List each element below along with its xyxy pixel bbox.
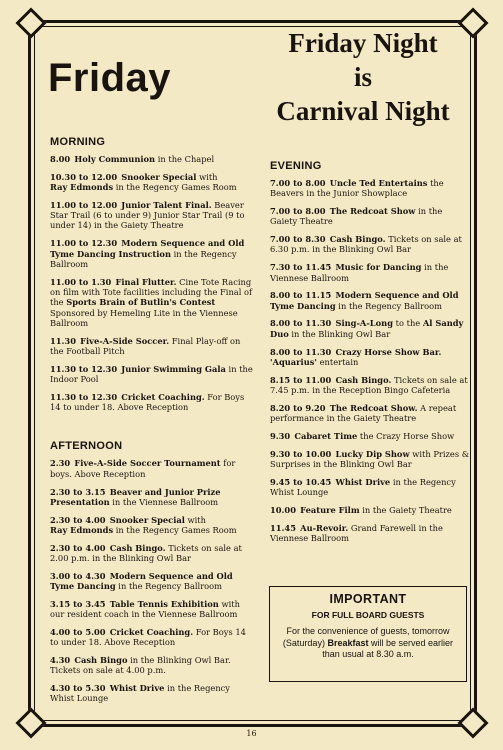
- event-title: Cash Bingo.: [109, 542, 166, 553]
- headline-line: is: [353, 62, 372, 92]
- notice-text: will be served earlier than usual at 8.30 a.m.: [322, 637, 454, 659]
- event-highlight: Sports Brain of Butlin's Contest: [66, 297, 216, 308]
- event-time: 11.45: [270, 522, 296, 533]
- event-details: in the Chapel: [155, 154, 215, 164]
- event-details: Tickets on sale at 7.45 p.m. in the Reception Bingo Cafeteria: [270, 374, 468, 395]
- schedule-item: [50, 655, 255, 676]
- event-title: Whist Drive: [335, 476, 391, 487]
- schedule-item: [270, 178, 470, 199]
- schedule-item: [270, 449, 470, 470]
- event-details: Beaver Star Trail (6 to under 9) Junior Star Trail (9 to under 14) in the Gaiety Theatre: [50, 199, 245, 231]
- event-time: 11.30 to 12.30: [50, 363, 118, 374]
- event-time: 4.30: [50, 655, 71, 666]
- event-time: 10.30 to 12.00: [50, 171, 118, 182]
- event-details: in the Gaiety Theatre: [359, 504, 452, 515]
- page-number: 16: [246, 729, 257, 738]
- event-time: 7.30 to 11.45: [270, 262, 332, 273]
- event-details: with: [196, 171, 218, 182]
- left-column: [50, 136, 255, 711]
- event-title: Holy Communion: [74, 154, 156, 164]
- event-title: Crazy Horse Show Bar. 'Aquarius': [270, 346, 442, 367]
- schedule-item: [50, 458, 255, 479]
- event-time: 9.30: [270, 430, 291, 441]
- schedule-item: [50, 683, 255, 704]
- event-title: Uncle Ted Entertains: [329, 178, 428, 188]
- event-time: 8.00: [50, 154, 71, 164]
- event-details: For Boys 14 to under 18. Above Reception: [50, 391, 245, 413]
- event-title: Junior Swimming Gala: [121, 363, 226, 374]
- event-title: Beaver and Junior Prize Presentation: [50, 486, 221, 507]
- notice-title: IMPORTANT: [329, 592, 407, 606]
- important-notice: [269, 586, 467, 682]
- schedule-item: [50, 336, 255, 357]
- event-details: For Boys 14 to under 18. Above Reception: [50, 627, 246, 648]
- event-title: Junior Talent Final.: [121, 199, 212, 210]
- event-highlight: Ray Edmonds: [50, 182, 114, 193]
- schedule-item: [50, 364, 255, 385]
- event-details: Cine Tote Racing on film with Tote facilities including the Final of the: [50, 276, 253, 308]
- event-title: The Redcoat Show: [329, 206, 416, 217]
- event-details: in the Regency Games Room: [113, 524, 237, 535]
- schedule-item: [270, 375, 470, 396]
- event-details: in the Regency Ballroom: [335, 300, 443, 311]
- event-title: Cash Bingo: [74, 655, 128, 666]
- event-details: the Crazy Horse Show: [357, 430, 455, 441]
- event-title: Lucky Dip Show: [335, 448, 410, 459]
- event-title: Sing-A-Long: [335, 318, 394, 329]
- event-title: Modern Sequence and Old Tyme Dancing: [270, 290, 459, 311]
- schedule-item: [270, 262, 470, 283]
- event-title: Five-A-Side Soccer.: [80, 335, 170, 346]
- schedule-item: [270, 347, 470, 368]
- morning-heading: MORNING: [50, 136, 106, 148]
- schedule-item: [50, 571, 255, 592]
- schedule-item: [50, 543, 255, 564]
- event-time: 3.15 to 3.45: [50, 598, 106, 609]
- afternoon-list: [50, 458, 255, 703]
- schedule-item: [270, 505, 470, 515]
- event-time: 3.00 to 4.30: [50, 570, 106, 581]
- notice-subtitle: FOR FULL BOARD GUESTS: [311, 610, 425, 620]
- event-details: in the Regency Games Room: [113, 182, 237, 193]
- event-time: 8.00 to 11.30: [270, 346, 332, 357]
- event-title: Au-Revoir.: [300, 522, 349, 533]
- event-details: in the Regency Ballroom: [50, 248, 237, 269]
- schedule-item: [270, 403, 470, 424]
- event-title: Modern Sequence and Old Tyme Dancing Instruction: [50, 238, 245, 259]
- schedule-item: [50, 238, 255, 269]
- event-details: Grand Farewell in the Viennese Ballroom: [270, 522, 443, 543]
- event-details: Tickets on sale at 6.30 p.m. in the Blinking Owl Bar: [270, 234, 462, 255]
- event-details: with Prizes & Surprises in the Blinking Owl Bar: [270, 448, 470, 469]
- event-details: in the Viennese Ballroom: [270, 262, 449, 283]
- event-details: Tickets on sale at 2.00 p.m. in the Blinking Owl Bar: [50, 542, 242, 564]
- event-time: 7.00 to 8.30: [270, 234, 326, 245]
- schedule-item: [270, 234, 470, 255]
- schedule-item: [50, 627, 255, 648]
- event-time: 2.30 to 4.00: [50, 542, 106, 553]
- event-time: 4.00 to 5.00: [50, 627, 106, 637]
- afternoon-heading: AFTERNOON: [50, 440, 123, 453]
- schedule-item: [270, 431, 470, 441]
- event-title: Cabaret Time: [294, 430, 358, 441]
- notice-breakfast: Breakfast: [327, 637, 369, 648]
- event-title: Five-A-Side Soccer Tournament: [74, 458, 221, 469]
- event-details: in the Regency Ballroom: [115, 581, 223, 592]
- notice-text: For the convenience of guests, tomorrow (Saturday): [282, 626, 450, 648]
- notice-body: [270, 626, 466, 661]
- event-time: 8.20 to 9.20: [270, 402, 326, 413]
- event-details: in the Viennese Ballroom: [109, 496, 219, 507]
- schedule-item: [270, 477, 470, 498]
- event-title: Snooker Special: [109, 514, 185, 525]
- event-time: 8.00 to 11.30: [270, 318, 332, 329]
- event-title: Cash Bingo.: [329, 234, 386, 245]
- event-time: 7.00 to 8.00: [270, 206, 326, 217]
- event-details: Final Play-off on the Football Pitch: [50, 335, 241, 356]
- event-details: with: [184, 514, 206, 525]
- event-title: Cricket Coaching.: [121, 391, 205, 402]
- schedule-item: [50, 599, 255, 620]
- headline-line: Friday Night: [288, 28, 438, 58]
- schedule-item: [50, 154, 255, 164]
- event-details: Sponsored by Hemeling Lite in the Viennese Ballroom: [50, 307, 238, 328]
- event-title: Cricket Coaching.: [109, 627, 194, 637]
- schedule-item: [50, 392, 255, 413]
- event-title: Final Flutter.: [115, 276, 177, 287]
- carnival-headline: [256, 26, 470, 128]
- evening-list: [270, 178, 470, 543]
- event-title: Snooker Special: [121, 171, 197, 182]
- event-details: in the Indoor Pool: [50, 363, 253, 385]
- event-title: Feature Film: [300, 504, 360, 515]
- schedule-item: [270, 206, 470, 227]
- schedule-item: [270, 290, 470, 311]
- event-time: 11.00 to 12.00: [50, 199, 118, 210]
- event-details: in the Blinking Owl Bar: [288, 328, 391, 339]
- event-time: 9.30 to 10.00: [270, 448, 332, 459]
- event-title: Music for Dancing: [335, 262, 422, 273]
- event-details: with our resident coach in the Viennese Ballroom: [50, 598, 240, 620]
- event-title: Table Tennis Exhibition: [109, 598, 219, 609]
- event-time: 8.15 to 11.00: [270, 374, 332, 385]
- event-highlight: Al Sandy Duo: [270, 318, 464, 339]
- schedule-item: [50, 487, 255, 508]
- event-details: for boys. Above Reception: [50, 458, 236, 479]
- event-title: The Redcoat Show.: [329, 402, 418, 413]
- schedule-item: [270, 318, 470, 339]
- headline-line: Carnival Night: [276, 96, 450, 126]
- event-time: 11.00 to 1.30: [50, 276, 112, 287]
- event-title: Cash Bingo.: [335, 374, 392, 385]
- event-details: entertain: [316, 356, 359, 367]
- event-details: in the Regency Whist Lounge: [270, 476, 456, 498]
- event-details: in the Gaiety Theatre: [270, 206, 443, 227]
- event-time: 2.30 to 4.00: [50, 514, 106, 525]
- event-time: 11.30 to 12.30: [50, 391, 118, 402]
- event-time: 7.00 to 8.00: [270, 178, 326, 188]
- event-time: 8.00 to 11.15: [270, 290, 332, 301]
- event-time: 9.45 to 10.45: [270, 476, 332, 487]
- evening-heading: EVENING: [270, 160, 322, 172]
- event-title: Modern Sequence and Old Tyme Dancing: [50, 570, 233, 592]
- event-time: 2.30 to 3.15: [50, 486, 106, 497]
- event-highlight: Ray Edmonds: [50, 524, 114, 535]
- event-details: the Beavers in the Junior Showplace: [270, 178, 444, 199]
- schedule-item: [50, 277, 255, 328]
- schedule-item: [50, 200, 255, 231]
- event-time: 4.30 to 5.30: [50, 683, 106, 694]
- page-title: Friday: [48, 56, 172, 100]
- right-column: [270, 160, 470, 551]
- event-details: to the: [393, 318, 423, 329]
- event-time: 11.00 to 12.30: [50, 238, 118, 249]
- event-details: A repeat performance in the Gaiety Theatre: [270, 402, 457, 424]
- event-title: Whist Drive: [109, 683, 165, 694]
- schedule-item: [50, 515, 255, 536]
- morning-list: [50, 154, 255, 412]
- event-time: 2.30: [50, 458, 71, 469]
- event-time: 11.30: [50, 335, 76, 346]
- event-time: 10.00: [270, 504, 296, 515]
- schedule-item: [270, 523, 470, 544]
- event-details: in the Blinking Owl Bar. Tickets on sale at 4.00 p.m.: [50, 655, 231, 676]
- schedule-item: [50, 172, 255, 193]
- event-details: in the Regency Whist Lounge: [50, 683, 230, 704]
